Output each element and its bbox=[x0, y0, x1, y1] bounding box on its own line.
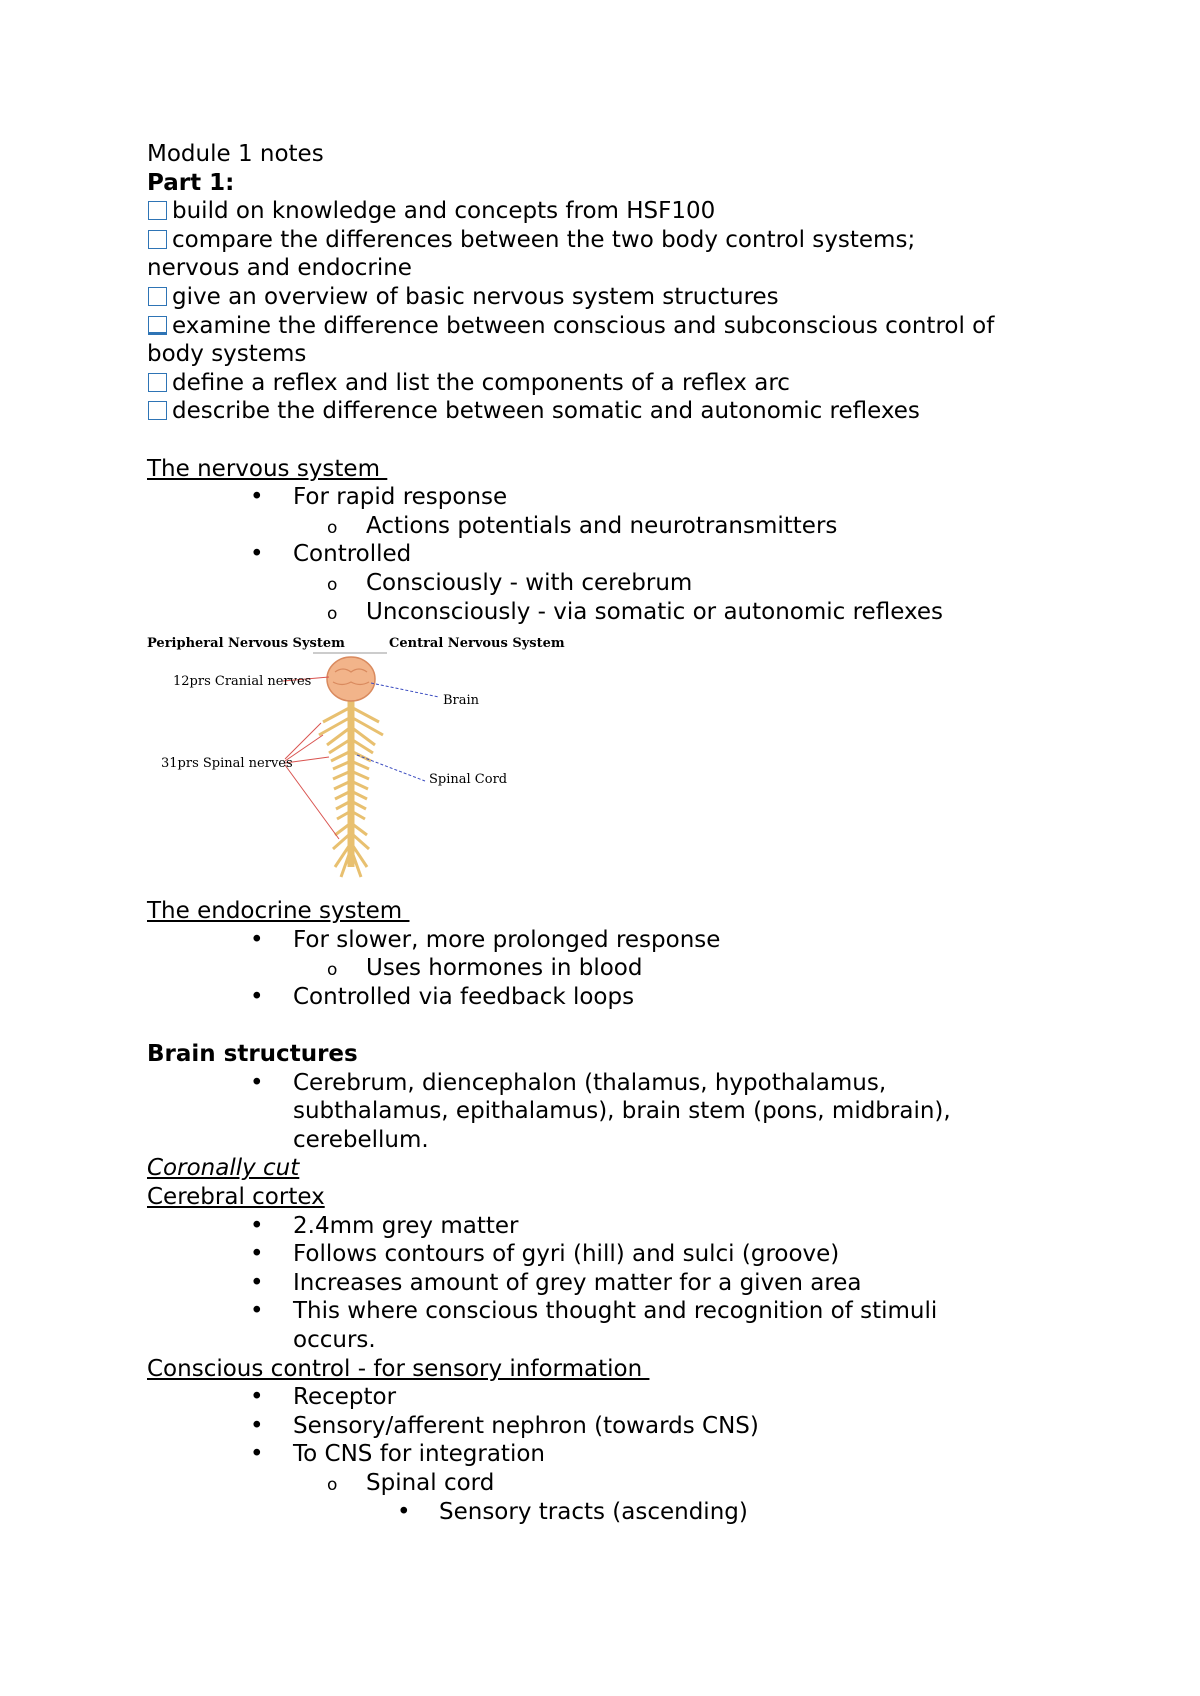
checkbox-icon[interactable] bbox=[148, 287, 167, 306]
list-item: • Controlled via feedback loops bbox=[250, 983, 635, 1010]
bullet-icon: • bbox=[250, 1241, 264, 1268]
list-item: o Unconsciously - via somatic or autonomic reflexes bbox=[147, 598, 1077, 627]
list-item: o Consciously - with cerebrum bbox=[147, 569, 1077, 598]
cns-pointer-lines bbox=[357, 683, 439, 781]
endocrine-system-heading: The endocrine system bbox=[147, 898, 410, 925]
bullet-icon: • bbox=[250, 1069, 264, 1096]
bullet-icon: • bbox=[250, 1441, 264, 1468]
objective-item[interactable] bbox=[147, 226, 1077, 255]
bullet-icon: • bbox=[250, 926, 264, 953]
bullet-icon: • bbox=[250, 1212, 264, 1239]
list-item-continuation: cerebellum. bbox=[293, 1126, 429, 1153]
objective-text: define a reflex and list the components of a reflex arc bbox=[172, 369, 790, 396]
list-item: • This where conscious thought and recognition of stimuli bbox=[250, 1298, 938, 1325]
checkbox-icon[interactable] bbox=[148, 230, 167, 249]
list-item: • For slower, more prolonged response bbox=[250, 926, 721, 953]
checkbox-icon[interactable] bbox=[148, 401, 167, 420]
objective-item[interactable] bbox=[147, 369, 1077, 398]
document-page bbox=[147, 140, 1077, 1526]
part-heading: Part 1: bbox=[147, 169, 235, 196]
list-item: • Increases amount of grey matter for a given area bbox=[250, 1269, 862, 1296]
list-item: o Uses hormones in blood bbox=[147, 954, 1077, 983]
objective-text: compare the differences between the two body control systems; bbox=[172, 226, 916, 253]
list-item: o Spinal cord bbox=[147, 1469, 1077, 1498]
circle-bullet-icon: o bbox=[327, 603, 338, 624]
checkbox-icon[interactable] bbox=[148, 316, 167, 335]
coronally-cut-heading: Coronally cut bbox=[147, 1155, 300, 1182]
nervous-system-heading: The nervous system bbox=[147, 455, 388, 482]
list-item-continuation: subthalamus, epithalamus), brain stem (pons, midbrain), bbox=[293, 1098, 951, 1125]
cns-title: Central Nervous System bbox=[389, 636, 565, 652]
checkbox-icon[interactable] bbox=[148, 201, 167, 220]
objective-item[interactable] bbox=[147, 197, 1077, 226]
objective-item[interactable] bbox=[147, 283, 1077, 312]
bullet-icon: • bbox=[397, 1498, 411, 1525]
checkbox-icon[interactable] bbox=[148, 373, 167, 392]
objective-text: give an overview of basic nervous system structures bbox=[172, 283, 779, 310]
cranial-nerves-label: 12prs Cranial nerves bbox=[173, 674, 312, 690]
objective-item[interactable] bbox=[147, 397, 1077, 426]
bullet-icon: • bbox=[250, 484, 264, 511]
circle-bullet-icon: o bbox=[327, 574, 338, 595]
list-item: o Actions potentials and neurotransmitters bbox=[147, 512, 1077, 541]
list-item-continuation: occurs. bbox=[293, 1327, 376, 1353]
objective-item[interactable] bbox=[147, 312, 1077, 341]
list-item: • Sensory/afferent nephron (towards CNS) bbox=[250, 1412, 759, 1439]
objective-text: examine the difference between conscious and subconscious control of bbox=[172, 312, 995, 339]
bullet-icon: • bbox=[250, 983, 264, 1010]
bullet-icon: • bbox=[250, 1384, 264, 1411]
objective-continuation: nervous and endocrine bbox=[147, 255, 412, 282]
bullet-icon: • bbox=[250, 1298, 264, 1325]
circle-bullet-icon: o bbox=[327, 960, 338, 981]
spinal-nerves-label: 31prs Spinal nerves bbox=[161, 756, 293, 772]
list-item: • 2.4mm grey matter bbox=[250, 1212, 519, 1239]
list-item: • Sensory tracts (ascending) bbox=[397, 1498, 748, 1525]
list-item: • For rapid response bbox=[250, 484, 508, 511]
list-item: • Follows contours of gyri (hill) and sulci (groove) bbox=[250, 1241, 840, 1268]
document-title: Module 1 notes bbox=[147, 141, 324, 167]
bullet-icon: • bbox=[250, 1412, 264, 1439]
brain-structures-heading: Brain structures bbox=[147, 1041, 358, 1068]
spinal-cord-label: Spinal Cord bbox=[429, 772, 508, 788]
list-item: • To CNS for integration bbox=[250, 1441, 545, 1468]
nervous-system-figure bbox=[143, 627, 565, 889]
brain-shape bbox=[327, 657, 375, 701]
cerebral-cortex-heading: Cerebral cortex bbox=[147, 1184, 325, 1211]
list-item: • Cerebrum, diencephalon (thalamus, hypothalamus, bbox=[250, 1069, 887, 1096]
pns-title: Peripheral Nervous System bbox=[147, 636, 345, 652]
list-item: • Controlled bbox=[250, 541, 412, 568]
objective-text: describe the difference between somatic and autonomic reflexes bbox=[172, 398, 920, 425]
circle-bullet-icon: o bbox=[327, 1474, 338, 1495]
list-item: • Receptor bbox=[250, 1384, 397, 1411]
objective-continuation: body systems bbox=[147, 341, 307, 368]
circle-bullet-icon: o bbox=[327, 517, 338, 538]
bullet-icon: • bbox=[250, 1269, 264, 1296]
objective-text: build on knowledge and concepts from HSF100 bbox=[172, 198, 716, 225]
conscious-control-heading: Conscious control - for sensory information bbox=[147, 1355, 650, 1382]
brain-label: Brain bbox=[443, 693, 480, 709]
bullet-icon: • bbox=[250, 541, 264, 568]
